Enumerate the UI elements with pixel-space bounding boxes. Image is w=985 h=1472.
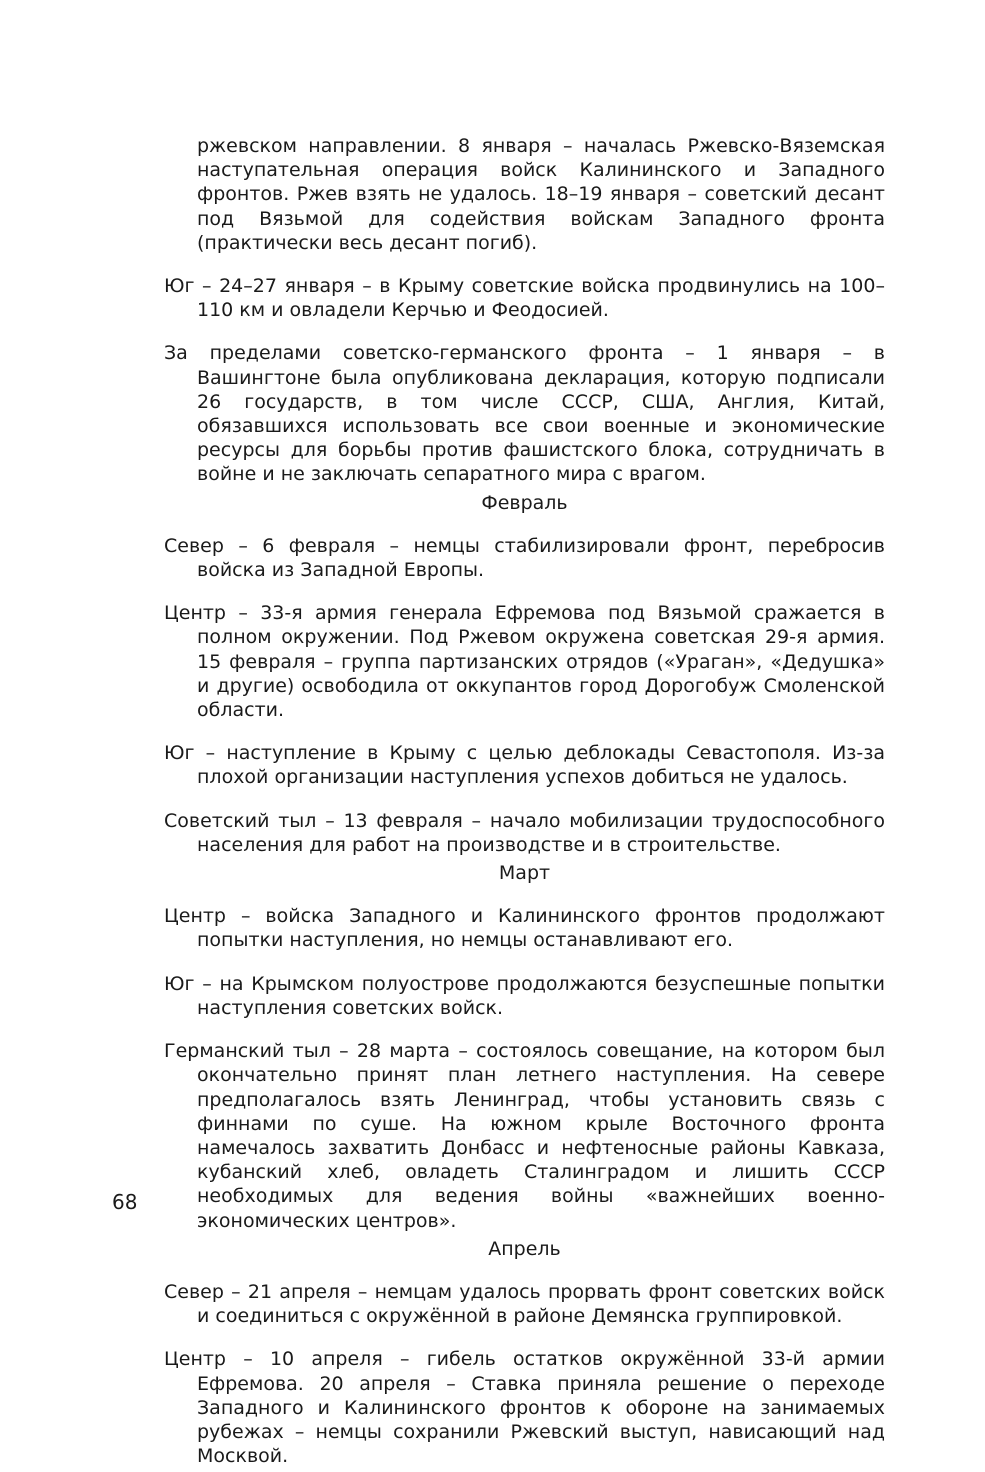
entry-german-rear-mar: Германский тыл – 28 марта – состоялось совещание, на котором был окончательно принят план летнего наступления. На севере предполагалось взять Ленинград, чтобы установить связь с финнами по суше. На южном крыле Восточного фронта намечалось захватить Донбасс и нефтеносные районы Кавказа, кубанский хлеб, овладеть Сталинградом и лишить СССР необходимых для ведения войны «важнейших военно-экономических центров». xyxy=(164,1040,885,1232)
entry-outside-front-jan: За пределами советско-германского фронта – 1 января – в Вашингтоне была опубликована декларация, которую подписали 26 государств, в том числе СССР, США, Англия, Китай, обязавшихся использовать все свои военные и экономические ресурсы для борьбы против фашистского блока, сотрудничать в войне и не заключать сепаратного мира с врагом. xyxy=(164,342,885,486)
month-heading-april: Апрель xyxy=(488,1237,561,1260)
entry-south-feb: Юг – наступление в Крыму с целью деблокады Севастополя. Из-за плохой организации наступления успехов добиться не удалось. xyxy=(164,742,885,789)
entry-north-apr: Север – 21 апреля – немцам удалось прорвать фронт советских войск и соединиться с окружённой в районе Демянска группировкой. xyxy=(164,1280,885,1328)
entry-center-apr: Центр – 10 апреля – гибель остатков окружённой 33-й армии Ефремова. 20 апреля – Ставка приняла решение о переходе Западного и Калининского фронтов к обороне на занимаемых рубежах – немцы сохранили Ржевский выступ, нависающий над Москвой. xyxy=(164,1348,885,1468)
page-number: 68 xyxy=(112,1190,138,1214)
entry-soviet-rear-feb: Советский тыл – 13 февраля – начало мобилизации трудоспособного населения для работ на производстве и в строительстве. xyxy=(164,809,885,856)
entry-north-feb: Север – 6 февраля – немцы стабилизировали фронт, перебросив войска из Западной Европы. xyxy=(164,534,885,582)
month-heading-february: Февраль xyxy=(481,491,568,514)
entry-south-mar: Юг – на Крымском полуострове продолжаются безуспешные попытки наступления советских войск. xyxy=(164,972,885,1019)
entry-south-jan: Юг – 24–27 января – в Крыму советские войска продвинулись на 100–110 км и овладели Керчью и Феодосией. xyxy=(164,275,885,322)
entry-continuation: ржевском направлении. 8 января – началась Ржевско-Вяземская наступательная операция войск Калининского и Западного фронтов. Ржев взять не удалось. 18–19 января – советский десант под Вязьмой для содействия войскам Западного фронта (практически весь десант погиб). xyxy=(197,135,885,254)
page-body xyxy=(164,115,885,1472)
month-heading-march: Март xyxy=(498,862,551,885)
entry-center-mar: Центр – войска Западного и Калининского фронтов продолжают попытки наступления, но немцы останавливают его. xyxy=(164,905,885,952)
entry-center-feb: Центр – 33-я армия генерала Ефремова под Вязьмой сражается в полном окружении. Под Ржевом окружена советская 29-я армия. 15 февраля – группа партизанских отрядов («Ураган», «Дедушка» и другие) освободила от оккупантов город Дорогобуж Смоленской области. xyxy=(164,602,885,722)
